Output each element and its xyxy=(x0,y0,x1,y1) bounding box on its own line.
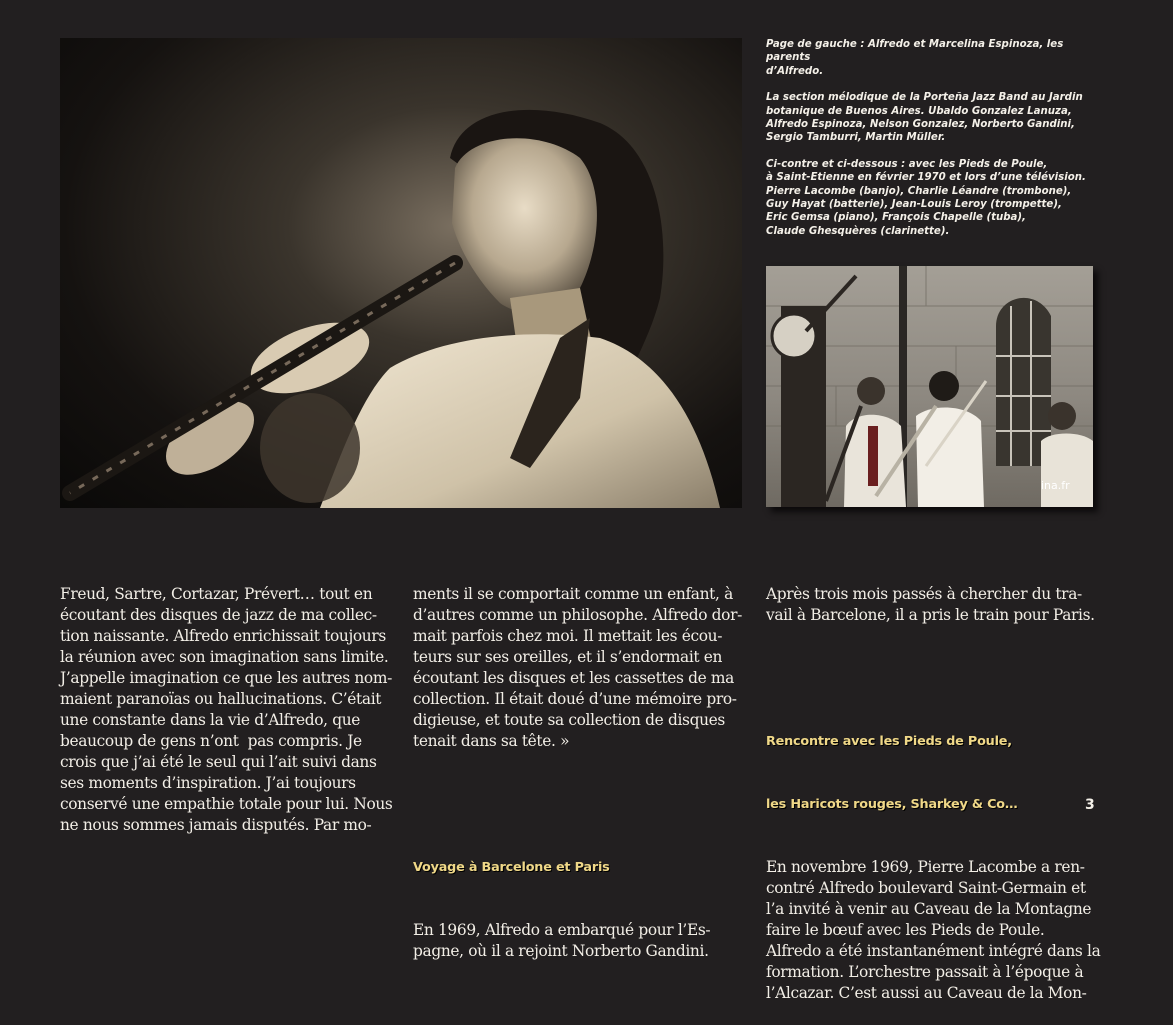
band-illustration xyxy=(766,266,1093,507)
text-column-2 xyxy=(413,542,743,983)
heading-pieds-de-poule-line1: Rencontre avec les Pieds de Poule, xyxy=(766,734,1012,749)
text-column-1 xyxy=(60,542,393,857)
caption-parents: Page de gauche : Alfredo et Marcelina Espinoza, les parents d’Alfredo. xyxy=(766,39,1064,77)
clarinettist-illustration xyxy=(60,38,742,508)
clarinettist-photo xyxy=(60,38,742,508)
heading-barcelone-paris: Voyage à Barcelone et Paris xyxy=(413,860,610,875)
caption-pieds-de-poule: Ci-contre et ci-dessous : avec les Pieds de Poule, à Saint-Etienne en février 1970 et lors d’une télévision. Pierre Lacombe (banjo), Charlie Léandre (trombone), Guy Hayat (batterie), Jean-Louis Leroy (trompette), Eric Gemsa (piano), François Chapelle (tuba), Claude Ghesquères (clarinette). xyxy=(766,158,1086,237)
spacer xyxy=(413,794,743,815)
caption-portena-jazz-band: La section mélodique de la Porteña Jazz Band au Jardin botanique de Buenos Aires. Ubaldo Gonzalez Lanuza, Alfredo Espinoza, Nelson Gonzalez, Norberto Gandini, Sergio Tamburri, Martin Müller. xyxy=(766,92,1083,144)
col3-body-1: Après trois mois passés à chercher du tra- vail à Barcelone, il a pris le train pour Paris. xyxy=(766,585,1095,624)
col1-body: Freud, Sartre, Cortazar, Prévert… tout en écoutant des disques de jazz de ma collec- tion naissante. Alfredo enrichissait toujours la réunion avec son imagination sans limite. J’appelle imagination ce que les autres nom- maient paranoïas ou hallucinations. C’était une constante dans la vie d’Alfredo, que beaucoup de gens n’ont pas compris. Je crois que j’ai été le seul qui l’ait suivi dans ses moments d’inspiration. J’ai toujours conservé une empathie totale pour lui. Nous ne nous sommes jamais disputés. Par mo- xyxy=(60,585,393,834)
page-number: 3 xyxy=(1085,797,1095,813)
text-column-3 xyxy=(766,542,1101,1025)
heading-pieds-de-poule-line2: les Haricots rouges, Sharkey & Co… xyxy=(766,797,1018,812)
col2-body-1: ments il se comportait comme un enfant, à d’autres comme un philosophe. Alfredo dor- mait parfois chez moi. Il mettait les écou- teurs sur ses oreilles, et il s’endormait en écoutant les disques et les cassettes de ma collection. Il était doué d’une mémoire pro- digieuse, et toute sa collection de disques tenait dans sa tête. » xyxy=(413,585,742,750)
ina-watermark: ina.fr xyxy=(1041,479,1070,492)
col2-body-2: En 1969, Alfredo a embarqué pour l’Es- pagne, où il a rejoint Norberto Gandini. xyxy=(413,921,711,960)
spacer xyxy=(766,668,1098,689)
band-photo xyxy=(766,266,1093,507)
photo-captions xyxy=(766,38,1096,251)
col3-body-2: En novembre 1969, Pierre Lacombe a ren- contré Alfredo boulevard Saint-Germain et l’a invité à venir au Caveau de la Montagne faire le bœuf avec les Pieds de Poule. Alfredo a été instantanément intégré dans la formation. L’orchestre passait à l’époque à l’Alcazar. C’est aussi au Caveau de la Mon- xyxy=(766,858,1101,1002)
